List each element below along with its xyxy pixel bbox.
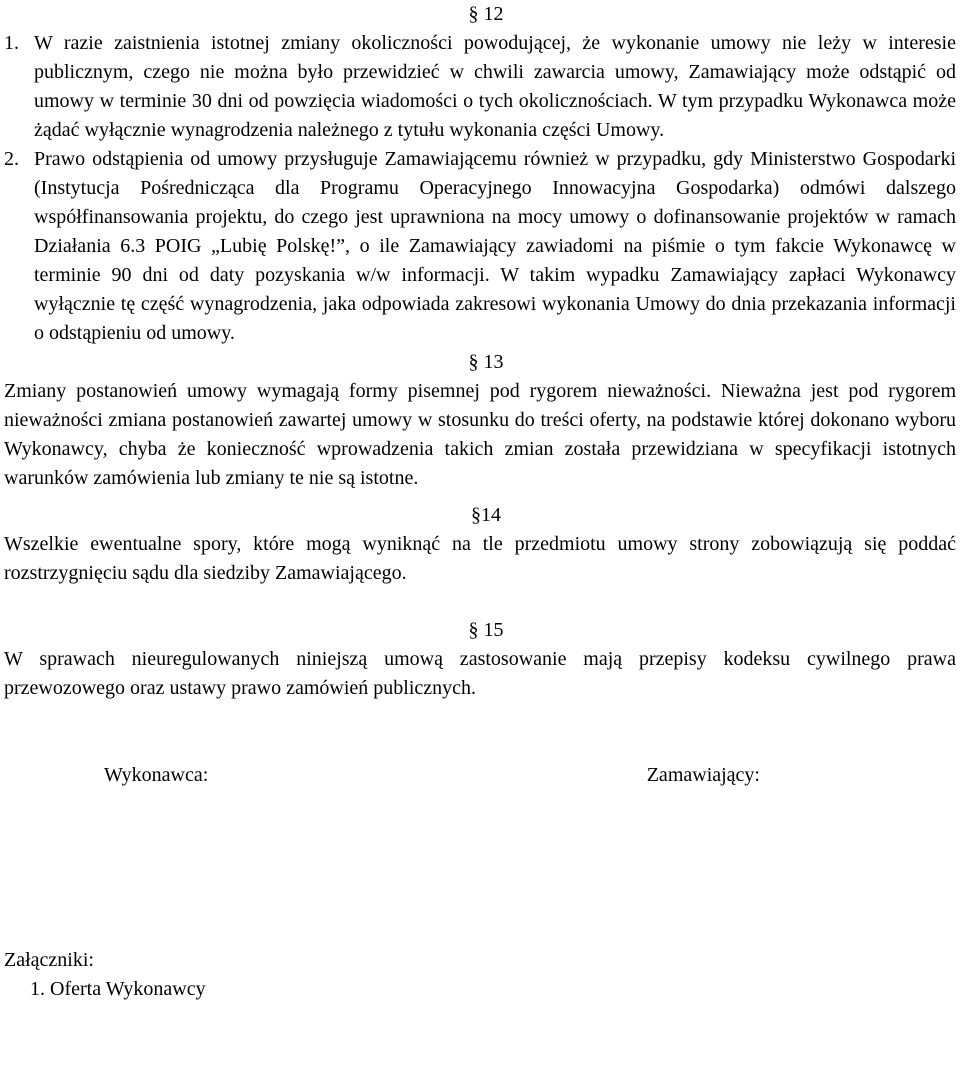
ordering-party-signature-label: Zamawiający: xyxy=(646,764,760,786)
section-14-text: Wszelkie ewentualne spory, które mogą wyniknąć na tle przedmiotu umowy strony zobowiązują się poddać rozstrzygnięciu sądu dla siedziby Zamawiającego. xyxy=(4,533,956,584)
list-item-number: 1. xyxy=(4,32,19,54)
section-13-heading: § 13 xyxy=(468,351,504,373)
section-14-heading: §14 xyxy=(471,504,501,526)
section-12-item-1 xyxy=(4,29,956,145)
section-15-heading: § 15 xyxy=(468,619,504,641)
attachments-title: Załączniki: xyxy=(4,949,94,971)
signature-block xyxy=(4,761,956,790)
section-13-text: Zmiany postanowień umowy wymagają formy pisemnej pod rygorem nieważności. Nieważna jest pod rygorem nieważności zmiana postanowień zawartej umowy w stosunku do treści oferty, na podstawie której dokonano wyboru Wykonawcy, chyba że konieczność wprowadzenia takich zmian została przewidziana w specyfikacji istotnych warunków zamówienia lub zmiany te nie są istotne. xyxy=(4,380,956,489)
list-item-number: 2. xyxy=(4,148,19,170)
contractor-signature-label: Wykonawca: xyxy=(104,764,209,786)
section-12-item-2 xyxy=(4,145,956,348)
list-item-text: Prawo odstąpienia od umowy przysługuje Zamawiającemu również w przypadku, gdy Ministerstwo Gospodarki (Instytucja Pośrednicząca dla Programu Operacyjnego Innowacyjna Gospodarka) odmówi dalszego współfinansowania projektu, do czego jest uprawniona na mocy umowy o dofinansowanie projektów w ramach Działania 6.3 POIG „Lubię Polskę!”, o ile Zamawiający zawiadomi na piśmie o tym fakcie Wykonawcę w terminie 90 dni od daty pozyskania w/w informacji. W takim wypadku Zamawiający zapłaci Wykonawcy wyłącznie tę część wynagrodzenia, jaka odpowiada zakresowi wykonania Umowy do dnia przekazania informacji o odstąpieniu od umowy. xyxy=(34,148,956,344)
attachment-item: 1. Oferta Wykonawcy xyxy=(30,978,206,1000)
section-15-text: W sprawach nieuregulowanych niniejszą umową zastosowanie mają przepisy kodeksu cywilnego prawa przewozowego oraz ustawy prawo zamówień publicznych. xyxy=(4,648,956,699)
section-12-heading: § 12 xyxy=(468,3,504,25)
section-12-list xyxy=(4,29,956,348)
list-item-text: W razie zaistnienia istotnej zmiany okoliczności powodującej, że wykonanie umowy nie leży w interesie publicznym, czego nie można było przewidzieć w chwili zawarcia umowy, Zamawiający może odstąpić od umowy w terminie 30 dni od powzięcia wiadomości o tych okolicznościach. W tym przypadku Wykonawca może żądać wyłącznie wynagrodzenia należnego z tytułu wykonania części Umowy. xyxy=(34,32,956,141)
